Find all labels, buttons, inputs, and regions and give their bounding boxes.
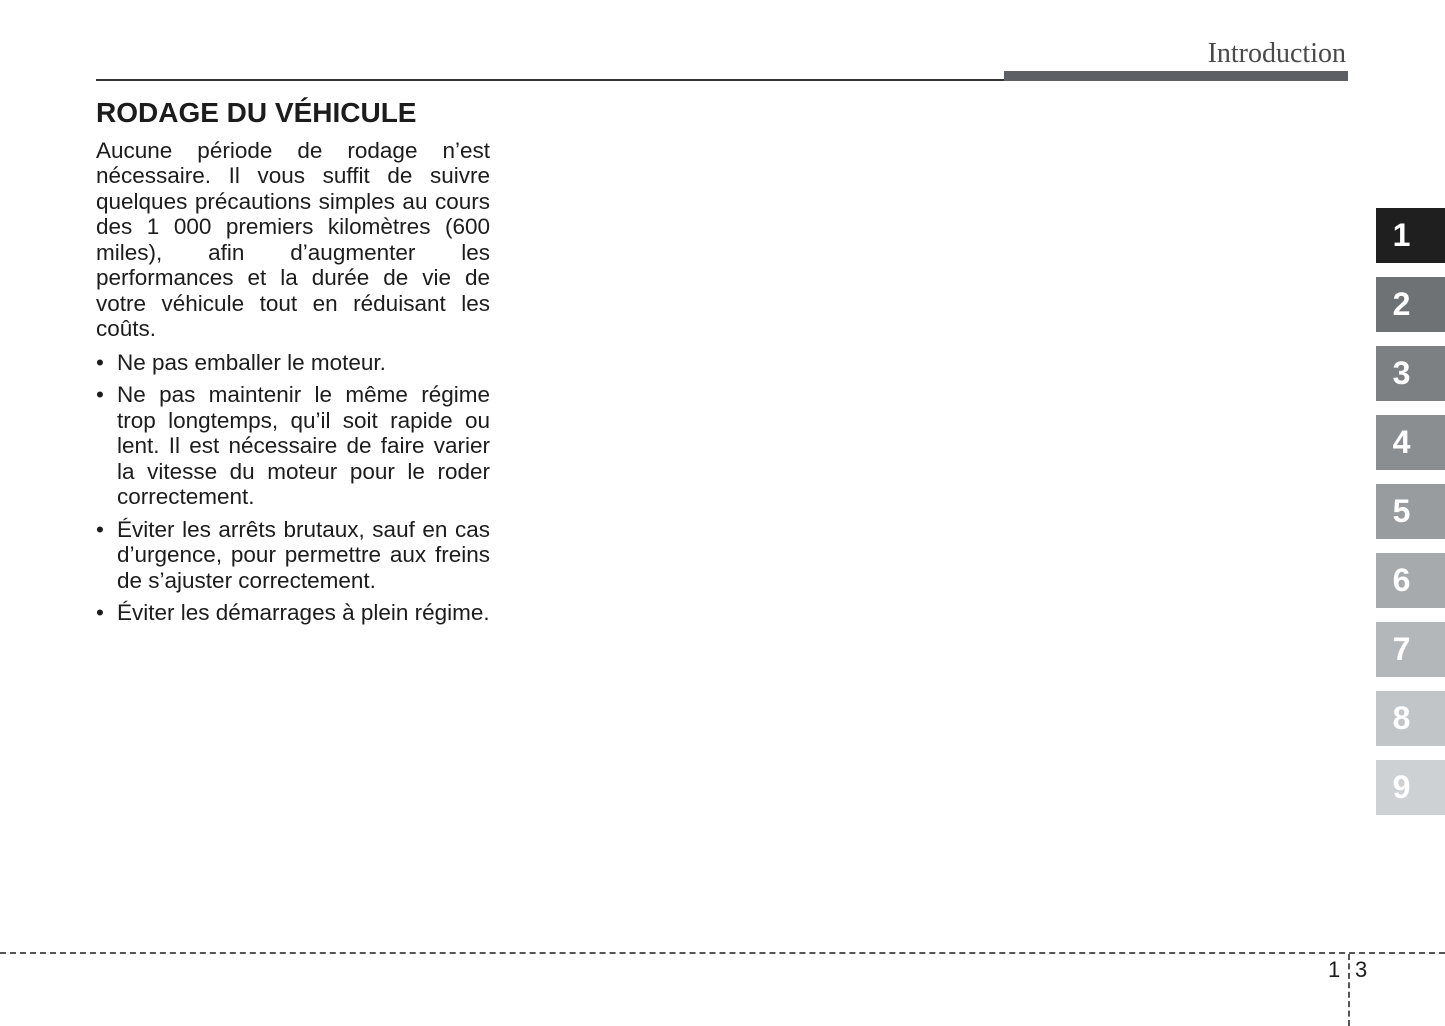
page-chapter-number: 1	[1328, 957, 1341, 982]
list-item-text: Ne pas maintenir le même régime trop longtemps, qu’il soit rapide ou lent. Il est nécessaire de faire varier la vitesse du moteur pour le roder correctement.	[117, 382, 490, 510]
chapter-tab-2[interactable]: 2	[1376, 277, 1445, 332]
chapter-tab-4[interactable]: 4	[1376, 415, 1445, 470]
bullet-icon: •	[96, 382, 104, 408]
footer-divider	[0, 952, 1445, 954]
bullet-list	[96, 350, 490, 626]
bullet-icon: •	[96, 516, 104, 542]
chapter-tab-9[interactable]: 9	[1376, 760, 1445, 815]
content-column	[96, 96, 490, 633]
list-item-text: Éviter les arrêts brutaux, sauf en cas d’urgence, pour permettre aux freins de s’ajuster correctement.	[117, 516, 490, 593]
footer-page-separator	[1348, 954, 1350, 1026]
list-item	[96, 350, 490, 376]
bullet-icon: •	[96, 600, 104, 626]
intro-paragraph: Aucune période de rodage n’est nécessaire. Il vous suffit de suivre quelques précautions simples au cours des 1 000 premiers kilomètres (600 miles), afin d’augmenter les performances et la durée de vie de votre véhicule tout en réduisant les coûts.	[96, 137, 490, 342]
header-bar	[1004, 71, 1348, 81]
chapter-tab-6[interactable]: 6	[1376, 553, 1445, 608]
list-item-text: Ne pas emballer le moteur.	[117, 349, 386, 375]
chapter-tab-7[interactable]: 7	[1376, 622, 1445, 677]
chapter-tabs	[1376, 208, 1445, 829]
list-item	[96, 517, 490, 594]
chapter-tab-8[interactable]: 8	[1376, 691, 1445, 746]
bullet-icon: •	[96, 349, 104, 375]
page-number: 3	[1355, 957, 1368, 982]
list-item-text: Éviter les démarrages à plein régime.	[117, 600, 490, 626]
section-title: RODAGE DU VÉHICULE	[96, 97, 417, 128]
chapter-tab-5[interactable]: 5	[1376, 484, 1445, 539]
header-title: Introduction	[1207, 38, 1346, 69]
list-item	[96, 600, 490, 626]
chapter-tab-3[interactable]: 3	[1376, 346, 1445, 401]
list-item	[96, 382, 490, 510]
chapter-tab-1[interactable]: 1	[1376, 208, 1445, 263]
header-rule	[96, 79, 1006, 81]
